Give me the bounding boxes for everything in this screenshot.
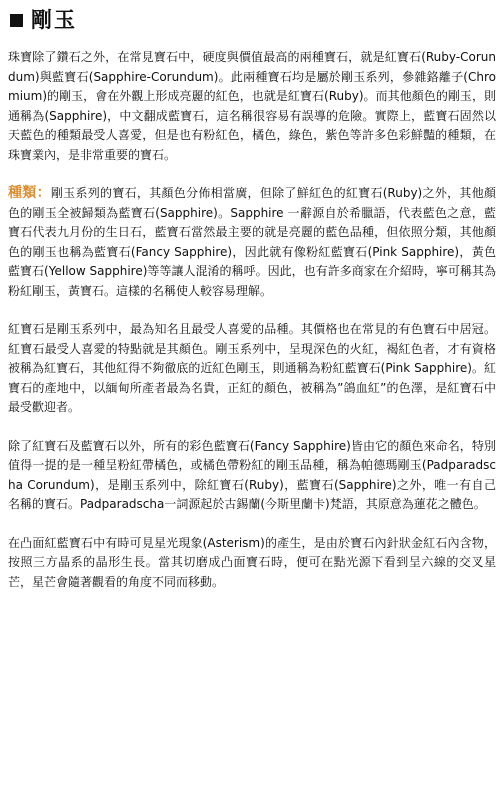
black-square-bullet-icon — [10, 14, 23, 27]
types-paragraph — [8, 184, 496, 301]
title-row — [8, 6, 496, 34]
page-title: 剛玉 — [31, 7, 77, 32]
intro-paragraph: 珠寶除了鑽石之外，在常見寶石中，硬度與價值最高的兩種寶石，就是紅寶石(Ruby-Corundum)與藍寶石(Sapphire-Corundum)。此兩種寶石均是屬於剛玉系列，參雜鉻離子(Chromium)的剛玉，會在外觀上形成亮麗的紅色，也就是紅寶石(Ruby)。而其他顏色的剛玉，則通稱為(Sapphire)，中文翻成藍寶石，這名稱很容易有誤導的危險。實際上，藍寶石固然以天藍色的種類最受人喜愛，但是也有粉紅色，橘色，綠色，紫色等許多色彩鮮豔的種類，在珠寶業內，是非常重要的寶石。 — [8, 50, 496, 162]
types-label: 種類： — [8, 185, 51, 201]
types-text: 剛玉系列的寶石，其顏色分佈相當廣，但除了鮮紅色的紅寶石(Ruby)之外，其他顏色的剛玉全被歸類為藍寶石(Sapphire)。Sapphire 一辭源自於希臘語，代表藍色之意，藍寶石代表九月份的生日石，藍寶石當然最主要的就是亮麗的藍色品種，但依照分類，其他顏色的剛玉也稱為藍寶石(Fancy Sapphire)，因此就有像粉紅藍寶石(Pink Sapphire)，黃色藍寶石(Yellow Sapphire)等等讓人混淆的稱呼。因此，也有許多商家在介紹時，寧可稱其為粉紅剛玉，黃寶石。這樣的名稱使人較容易理解。 — [8, 186, 496, 298]
ruby-paragraph: 紅寶石是剛玉系列中，最為知名且最受人喜愛的品種。其價格也在常見的有色寶石中居冠。紅寶石最受人喜愛的特點就是其顏色。剛玉系列中，呈現深色的火紅，褐紅色者，才有資格被稱為紅寶石，其他紅得不夠徹底的近紅色剛玉，則通稱為粉紅藍寶石(Pink Sapphire)。紅寶石的產地中，以緬甸所產者最為名貴，正紅的顏色，被稱為”鴿血紅”的色澤，是紅寶石中最受歡迎者。 — [8, 322, 496, 414]
padparadscha-paragraph: 除了紅寶石及藍寶石以外，所有的彩色藍寶石(Fancy Sapphire)皆由它的顏色來命名，特別值得一提的是一種呈粉紅帶橘色，或橘色帶粉紅的剛玉品種，稱為帕德瑪剛玉(Padparadscha Corundum)，是剛玉系列中，除紅寶石(Ruby)，藍寶石(Sapphire)之外，唯一有自己名稱的寶石。Padparadscha一詞源起於古錫蘭(今斯里蘭卡)梵語，其原意為蓮花之體色。 — [8, 438, 496, 511]
asterism-paragraph: 在凸面紅藍寶石中有時可見星光現象(Asterism)的產生，是由於寶石內針狀金紅石內含物，按照三方晶系的晶形生長。當其切磨成凸面寶石時，便可在點光源下看到呈六線的交叉星芒，星芒會隨著觀看的角度不同而移動。 — [8, 535, 496, 589]
